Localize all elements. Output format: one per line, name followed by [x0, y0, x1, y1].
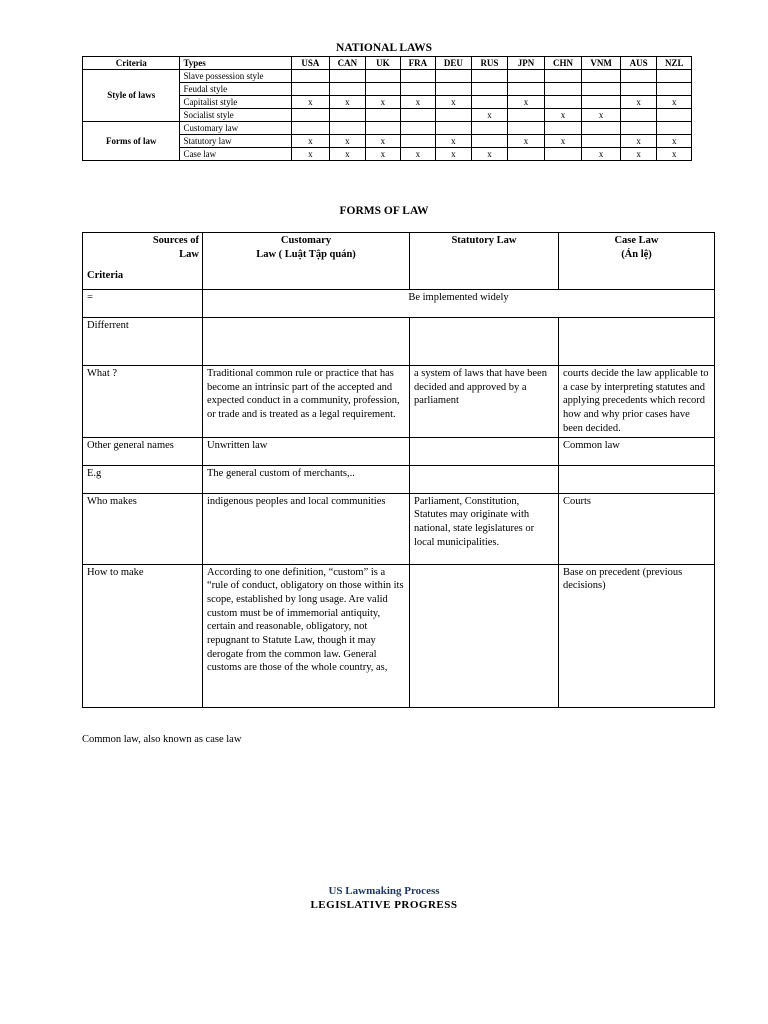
forms-of-law-row: [83, 465, 715, 493]
national-laws-title: NATIONAL LAWS: [336, 42, 432, 54]
country-mark-cell: x: [436, 135, 472, 148]
country-mark-cell: [292, 122, 330, 135]
criteria-cell: E.g: [83, 465, 203, 493]
statutory-law-header: Statutory Law: [410, 233, 559, 290]
country-mark-cell: [329, 109, 366, 122]
country-mark-cell: [400, 109, 436, 122]
criteria-cell: Differrent: [83, 318, 203, 366]
country-mark-cell: [620, 122, 657, 135]
country-mark-cell: [471, 96, 508, 109]
criteria-cell: Other general names: [83, 437, 203, 465]
forms-of-law-row: [83, 318, 715, 366]
customary-cell: Unwritten law: [203, 437, 410, 465]
country-mark-cell: [471, 70, 508, 83]
statutory-cell: [410, 465, 559, 493]
forms-of-law-row: [83, 564, 715, 707]
country-column-header: VNM: [582, 57, 621, 70]
country-mark-cell: [620, 109, 657, 122]
country-mark-cell: [657, 122, 692, 135]
country-mark-cell: x: [657, 96, 692, 109]
country-mark-cell: [471, 83, 508, 96]
country-mark-cell: [436, 83, 472, 96]
country-mark-cell: [544, 122, 582, 135]
country-mark-cell: x: [400, 148, 436, 161]
types-column-header: Types: [180, 57, 292, 70]
country-mark-cell: x: [366, 148, 401, 161]
country-mark-cell: [544, 96, 582, 109]
country-column-header: USA: [292, 57, 330, 70]
country-mark-cell: x: [400, 96, 436, 109]
country-mark-cell: x: [544, 135, 582, 148]
country-mark-cell: x: [508, 135, 545, 148]
criteria-label: Criteria: [87, 270, 124, 282]
country-mark-cell: x: [292, 135, 330, 148]
country-mark-cell: x: [657, 135, 692, 148]
criteria-cell: How to make: [83, 564, 203, 707]
country-mark-cell: x: [620, 148, 657, 161]
law-type-label: Socialist style: [180, 109, 292, 122]
country-mark-cell: [400, 122, 436, 135]
similarity-row: [83, 290, 715, 318]
country-mark-cell: [544, 70, 582, 83]
country-mark-cell: [471, 122, 508, 135]
criteria-cell: What ?: [83, 366, 203, 438]
corner-cell: [83, 233, 203, 290]
country-mark-cell: x: [471, 148, 508, 161]
country-mark-cell: x: [620, 135, 657, 148]
statutory-cell: a system of laws that have been decided and approved by a parliament: [410, 366, 559, 438]
country-column-header: AUS: [620, 57, 657, 70]
country-mark-cell: [471, 135, 508, 148]
law-type-label: Feudal style: [180, 83, 292, 96]
statutory-cell: [410, 564, 559, 707]
statutory-cell: [410, 437, 559, 465]
criteria-group-label: Style of laws: [83, 70, 180, 122]
country-mark-cell: [544, 148, 582, 161]
national-laws-header-row: [83, 57, 692, 70]
country-mark-cell: [366, 122, 401, 135]
country-mark-cell: [508, 122, 545, 135]
us-lawmaking-process-title: US Lawmaking Process: [328, 885, 440, 897]
legislative-progress-title: LEGISLATIVE PROGRESS: [310, 899, 458, 911]
country-mark-cell: x: [620, 96, 657, 109]
customary-cell: According to one definition, “custom” is a “rule of conduct, obligatory on those within its scope, established by long usage. Are valid custom must be of immemorial antiquity, certain and reasonable, obligatory, not repugnant to Statute Law, though it may derogate from the common law. General customs are those of the whole country, as,: [203, 564, 410, 707]
country-mark-cell: x: [436, 96, 472, 109]
country-mark-cell: [292, 109, 330, 122]
country-mark-cell: x: [544, 109, 582, 122]
country-mark-cell: x: [582, 148, 621, 161]
country-mark-cell: [657, 70, 692, 83]
law-type-label: Slave possession style: [180, 70, 292, 83]
forms-of-law-row: [83, 493, 715, 564]
country-mark-cell: [292, 70, 330, 83]
country-mark-cell: [400, 83, 436, 96]
country-column-header: NZL: [657, 57, 692, 70]
country-column-header: FRA: [400, 57, 436, 70]
case-cell: Common law: [559, 437, 715, 465]
criteria-column-header: Criteria: [83, 57, 180, 70]
country-mark-cell: x: [329, 135, 366, 148]
case-cell: Courts: [559, 493, 715, 564]
country-column-header: RUS: [471, 57, 508, 70]
country-mark-cell: [436, 122, 472, 135]
country-mark-cell: [436, 70, 472, 83]
country-mark-cell: [400, 135, 436, 148]
country-mark-cell: [366, 83, 401, 96]
case-cell: Base on precedent (previous decisions): [559, 564, 715, 707]
country-mark-cell: [366, 109, 401, 122]
country-mark-cell: x: [508, 96, 545, 109]
country-column-header: CAN: [329, 57, 366, 70]
case-cell: [559, 318, 715, 366]
common-law-note: Common law, also known as case law: [82, 734, 242, 745]
criteria-group-label: Forms of law: [83, 122, 180, 161]
country-mark-cell: [582, 96, 621, 109]
forms-of-law-table: [82, 232, 715, 708]
country-mark-cell: x: [657, 148, 692, 161]
country-mark-cell: x: [292, 96, 330, 109]
country-mark-cell: x: [436, 148, 472, 161]
country-mark-cell: [292, 83, 330, 96]
country-mark-cell: [366, 70, 401, 83]
national-laws-row: [83, 122, 692, 135]
case-cell: [559, 465, 715, 493]
country-mark-cell: [400, 70, 436, 83]
country-column-header: JPN: [508, 57, 545, 70]
country-mark-cell: [544, 83, 582, 96]
forms-header-row: [83, 233, 715, 290]
country-mark-cell: [620, 70, 657, 83]
customary-cell: [203, 318, 410, 366]
criteria-cell: Who makes: [83, 493, 203, 564]
law-type-label: Statutory law: [180, 135, 292, 148]
country-mark-cell: [582, 70, 621, 83]
country-mark-cell: [582, 135, 621, 148]
country-mark-cell: [508, 70, 545, 83]
statutory-cell: [410, 318, 559, 366]
country-mark-cell: x: [366, 135, 401, 148]
country-mark-cell: [657, 109, 692, 122]
similarity-label: =: [83, 290, 203, 318]
country-mark-cell: x: [292, 148, 330, 161]
country-mark-cell: [620, 83, 657, 96]
country-mark-cell: [657, 83, 692, 96]
country-mark-cell: [508, 109, 545, 122]
country-mark-cell: [508, 148, 545, 161]
country-mark-cell: [329, 83, 366, 96]
similarity-value: Be implemented widely: [203, 290, 715, 318]
country-mark-cell: [508, 83, 545, 96]
forms-of-law-row: [83, 437, 715, 465]
country-mark-cell: x: [366, 96, 401, 109]
country-mark-cell: [436, 109, 472, 122]
country-mark-cell: [582, 122, 621, 135]
national-laws-row: [83, 70, 692, 83]
statutory-cell: Parliament, Constitution, Statutes may originate with national, state legislatures or local municipalities.: [410, 493, 559, 564]
case-cell: courts decide the law applicable to a case by interpreting statutes and applying precedents which record how and why prior cases have been decided.: [559, 366, 715, 438]
forms-of-law-title: FORMS OF LAW: [339, 205, 429, 217]
forms-of-law-row: [83, 366, 715, 438]
country-column-header: DEU: [436, 57, 472, 70]
country-mark-cell: x: [329, 96, 366, 109]
law-type-label: Capitalist style: [180, 96, 292, 109]
country-column-header: UK: [366, 57, 401, 70]
country-mark-cell: x: [582, 109, 621, 122]
customary-law-header: Customary Law ( Luật Tập quán): [203, 233, 410, 290]
customary-cell: Traditional common rule or practice that has become an intrinsic part of the accepted and expected conduct in a community, profession, or trade and is treated as a legal requirement.: [203, 366, 410, 438]
customary-cell: indigenous peoples and local communities: [203, 493, 410, 564]
law-type-label: Case law: [180, 148, 292, 161]
country-mark-cell: x: [471, 109, 508, 122]
national-laws-table: [82, 56, 692, 161]
country-mark-cell: [582, 83, 621, 96]
sources-of-law-label: Sources of Law: [152, 235, 199, 260]
country-mark-cell: [329, 122, 366, 135]
case-law-header: Case Law (Án lệ): [559, 233, 715, 290]
country-column-header: CHN: [544, 57, 582, 70]
country-mark-cell: x: [329, 148, 366, 161]
customary-cell: The general custom of merchants,..: [203, 465, 410, 493]
law-type-label: Customary law: [180, 122, 292, 135]
country-mark-cell: [329, 70, 366, 83]
